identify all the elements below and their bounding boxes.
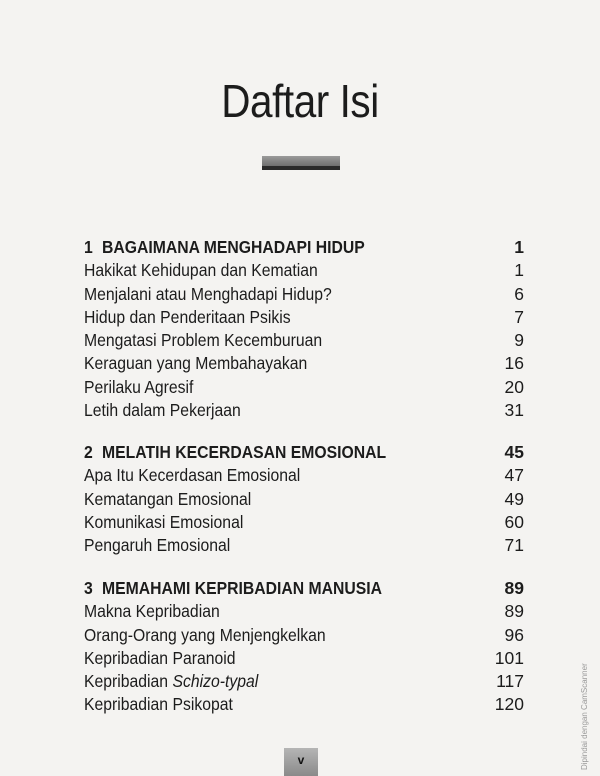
- chapter-title: MELATIH KECERDASAN EMOSIONAL: [102, 442, 387, 462]
- page-number: 101: [494, 647, 524, 668]
- page-number: 89: [504, 578, 524, 598]
- entry-title-prefix: Kepribadian: [84, 671, 173, 692]
- entry-title: Hidup dan Penderitaan Psikis: [84, 306, 291, 327]
- entry-title: Mengatasi Problem Kecemburuan: [84, 330, 323, 351]
- toc-entry: [84, 647, 524, 670]
- page-number: 117: [496, 671, 524, 692]
- page-number: 6: [514, 283, 524, 304]
- page-number: 9: [514, 330, 524, 351]
- chapter-heading: [84, 441, 524, 464]
- entry-title: Kepribadian Psikopat: [84, 694, 233, 715]
- chapter-title: BAGAIMANA MENGHADAPI HIDUP: [102, 237, 365, 257]
- toc-entry: [84, 488, 524, 511]
- toc-entry: [84, 329, 524, 352]
- entry-title: Kepribadian Paranoid: [84, 647, 236, 668]
- toc-entry: [84, 600, 524, 623]
- toc-entry: [84, 624, 524, 647]
- page-number: 120: [494, 694, 524, 715]
- toc-entry: [84, 534, 524, 557]
- chapter-2: [84, 441, 524, 557]
- scanner-watermark: Dipindai dengan CamScanner: [580, 663, 589, 770]
- entry-title: [84, 670, 258, 693]
- toc-entry: [84, 283, 524, 306]
- entry-title: Menjalani atau Menghadapi Hidup?: [84, 283, 332, 304]
- toc-entry: [84, 670, 524, 693]
- toc-entry: [84, 511, 524, 534]
- footer-page-number: v: [284, 748, 318, 776]
- chapter-heading: [84, 577, 524, 600]
- entry-title: Pengaruh Emosional: [84, 535, 231, 556]
- toc-entry: [84, 306, 524, 329]
- chapter-number: 3: [84, 578, 93, 598]
- page-number: 45: [504, 442, 524, 462]
- page-number: 47: [504, 465, 524, 486]
- toc-entry: [84, 352, 524, 375]
- chapter-number: 1: [84, 237, 93, 257]
- toc-entry: [84, 464, 524, 487]
- toc-entry: [84, 693, 524, 716]
- page-number: 1: [514, 260, 524, 281]
- toc-entry: [84, 259, 524, 282]
- page-number: 96: [504, 624, 524, 645]
- entry-title: Kematangan Emosional: [84, 488, 252, 509]
- page-number: 89: [504, 601, 524, 622]
- toc-entry: [84, 399, 524, 422]
- chapter-number: 2: [84, 442, 93, 462]
- page-number: 49: [504, 488, 524, 509]
- page-title: Daftar Isi: [221, 75, 379, 127]
- page-number: 20: [504, 376, 524, 397]
- entry-title: Hakikat Kehidupan dan Kematian: [84, 260, 318, 281]
- page-number: 16: [504, 353, 524, 374]
- toc-entry: [84, 376, 524, 399]
- entry-title: Letih dalam Pekerjaan: [84, 400, 241, 421]
- page-number: 7: [514, 306, 524, 327]
- entry-title: Perilaku Agresif: [84, 376, 194, 397]
- page-number: 31: [504, 400, 524, 421]
- chapter-heading: [84, 236, 524, 259]
- page-number: 60: [504, 511, 524, 532]
- entry-title-italic: Schizo-typal: [172, 671, 259, 692]
- entry-title: Komunikasi Emosional: [84, 511, 244, 532]
- entry-title: Apa Itu Kecerdasan Emosional: [84, 465, 301, 486]
- chapter-3: [84, 577, 524, 717]
- entry-title: Keraguan yang Membahayakan: [84, 353, 308, 374]
- entry-title: Makna Kepribadian: [84, 601, 220, 622]
- title-divider: [262, 156, 340, 170]
- page-number: 71: [504, 535, 524, 556]
- entry-title: Orang-Orang yang Menjengkelkan: [84, 624, 326, 645]
- chapter-1: [84, 236, 524, 422]
- page-number: 1: [514, 237, 524, 257]
- chapter-title: MEMAHAMI KEPRIBADIAN MANUSIA: [102, 578, 382, 598]
